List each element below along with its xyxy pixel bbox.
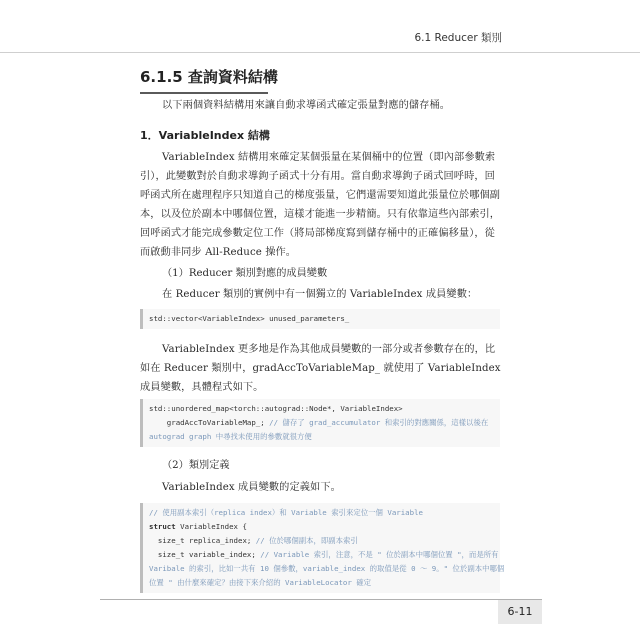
variableindex-description: VariableIndex 結構用來確定某個張量在某個桶中的位置（即內部參數索引），此變數對於自動求導鉤子函式十分有用。當自動求導鉤子函式回呼時，回呼函式所在處理程序只知道自己的梯度張量，它們還需要知道此張量位於哪個副本，以及位於副本中哪個位置，這樣才能進一步精簡。只有依靠這些內部索引，回呼函式才能完成參數定位工作（將局部梯度寫到儲存桶中的正確偏移量），從而啟動非同步 All-Reduce 操作。 — [140, 152, 501, 258]
code-block-struct-definition — [140, 503, 505, 593]
code-block-gradacc-map — [140, 399, 500, 447]
reducer-member-paragraph: 在 Reducer 類別的實例中有一個獨立的 VariableIndex 成員變數： — [162, 289, 478, 300]
subsection-title: 1．VariableIndex 結構 — [140, 129, 270, 142]
definition-paragraph: VariableIndex 成員變數的定義如下。 — [162, 482, 341, 493]
item-reducer-member-heading: （1）Reducer 類別對應的成員變數 — [162, 268, 328, 279]
code-line: std::vector<VariableIndex> unused_parameters_ — [149, 314, 350, 323]
footer-rule — [100, 599, 498, 600]
code-line: VariableIndex { — [175, 522, 247, 531]
code-comment: // 使用副本索引（replica index）和 Variable 索引來定位一個 Variable — [149, 508, 423, 517]
page-number: 6-11 — [498, 599, 542, 624]
code-comment: Varibale 的索引，比如一共有 10 個參數，variable_index 的取值是從 0 ～ 9。" 位於副本中哪個 — [149, 564, 505, 573]
code-line: std::unordered_map<torch::autograd::Node*, VariableIndex> — [149, 404, 403, 413]
code-line: gradAccToVariableMap_; — [149, 418, 270, 427]
section-title: 6.1.5 查詢資料結構 — [140, 66, 268, 94]
code-line: size_t variable_index; — [149, 550, 261, 559]
intro-paragraph: 以下兩個資料結構用來讓自動求導函式確定張量對應的儲存桶。 — [162, 100, 451, 111]
page-header — [0, 0, 640, 53]
code-comment: // 儲存了 grad_accumulator 和索引的對應關係，這樣以後在 — [269, 418, 489, 427]
code-comment: // Variable 索引，注意，不是 " 位於副本中哪個位置 "，而是所有 — [260, 550, 499, 559]
running-header-title: 6.1 Reducer 類別 — [414, 32, 502, 44]
code-keyword: struct — [149, 522, 176, 531]
code-block-unused-parameters — [140, 309, 500, 329]
code-comment: 位置 " 由什麼來確定？由接下來介紹的 VariableLocator 確定 — [149, 578, 372, 587]
variableindex-usage-paragraph: VariableIndex 更多地是作為其他成員變數的一部分或者參數存在的，比如在 Reducer 類別中，gradAccToVariableMap_ 就使用了 VariableIndex 成員變數，具體程式如下。 — [140, 344, 501, 393]
item-class-definition-heading: （2）類別定義 — [162, 460, 230, 471]
code-line: size_t replica_index; — [149, 536, 256, 545]
code-comment: // 位於哪個副本，即副本索引 — [255, 536, 358, 545]
code-comment: autograd graph 中尋找未使用的參數就很方便 — [149, 432, 312, 441]
